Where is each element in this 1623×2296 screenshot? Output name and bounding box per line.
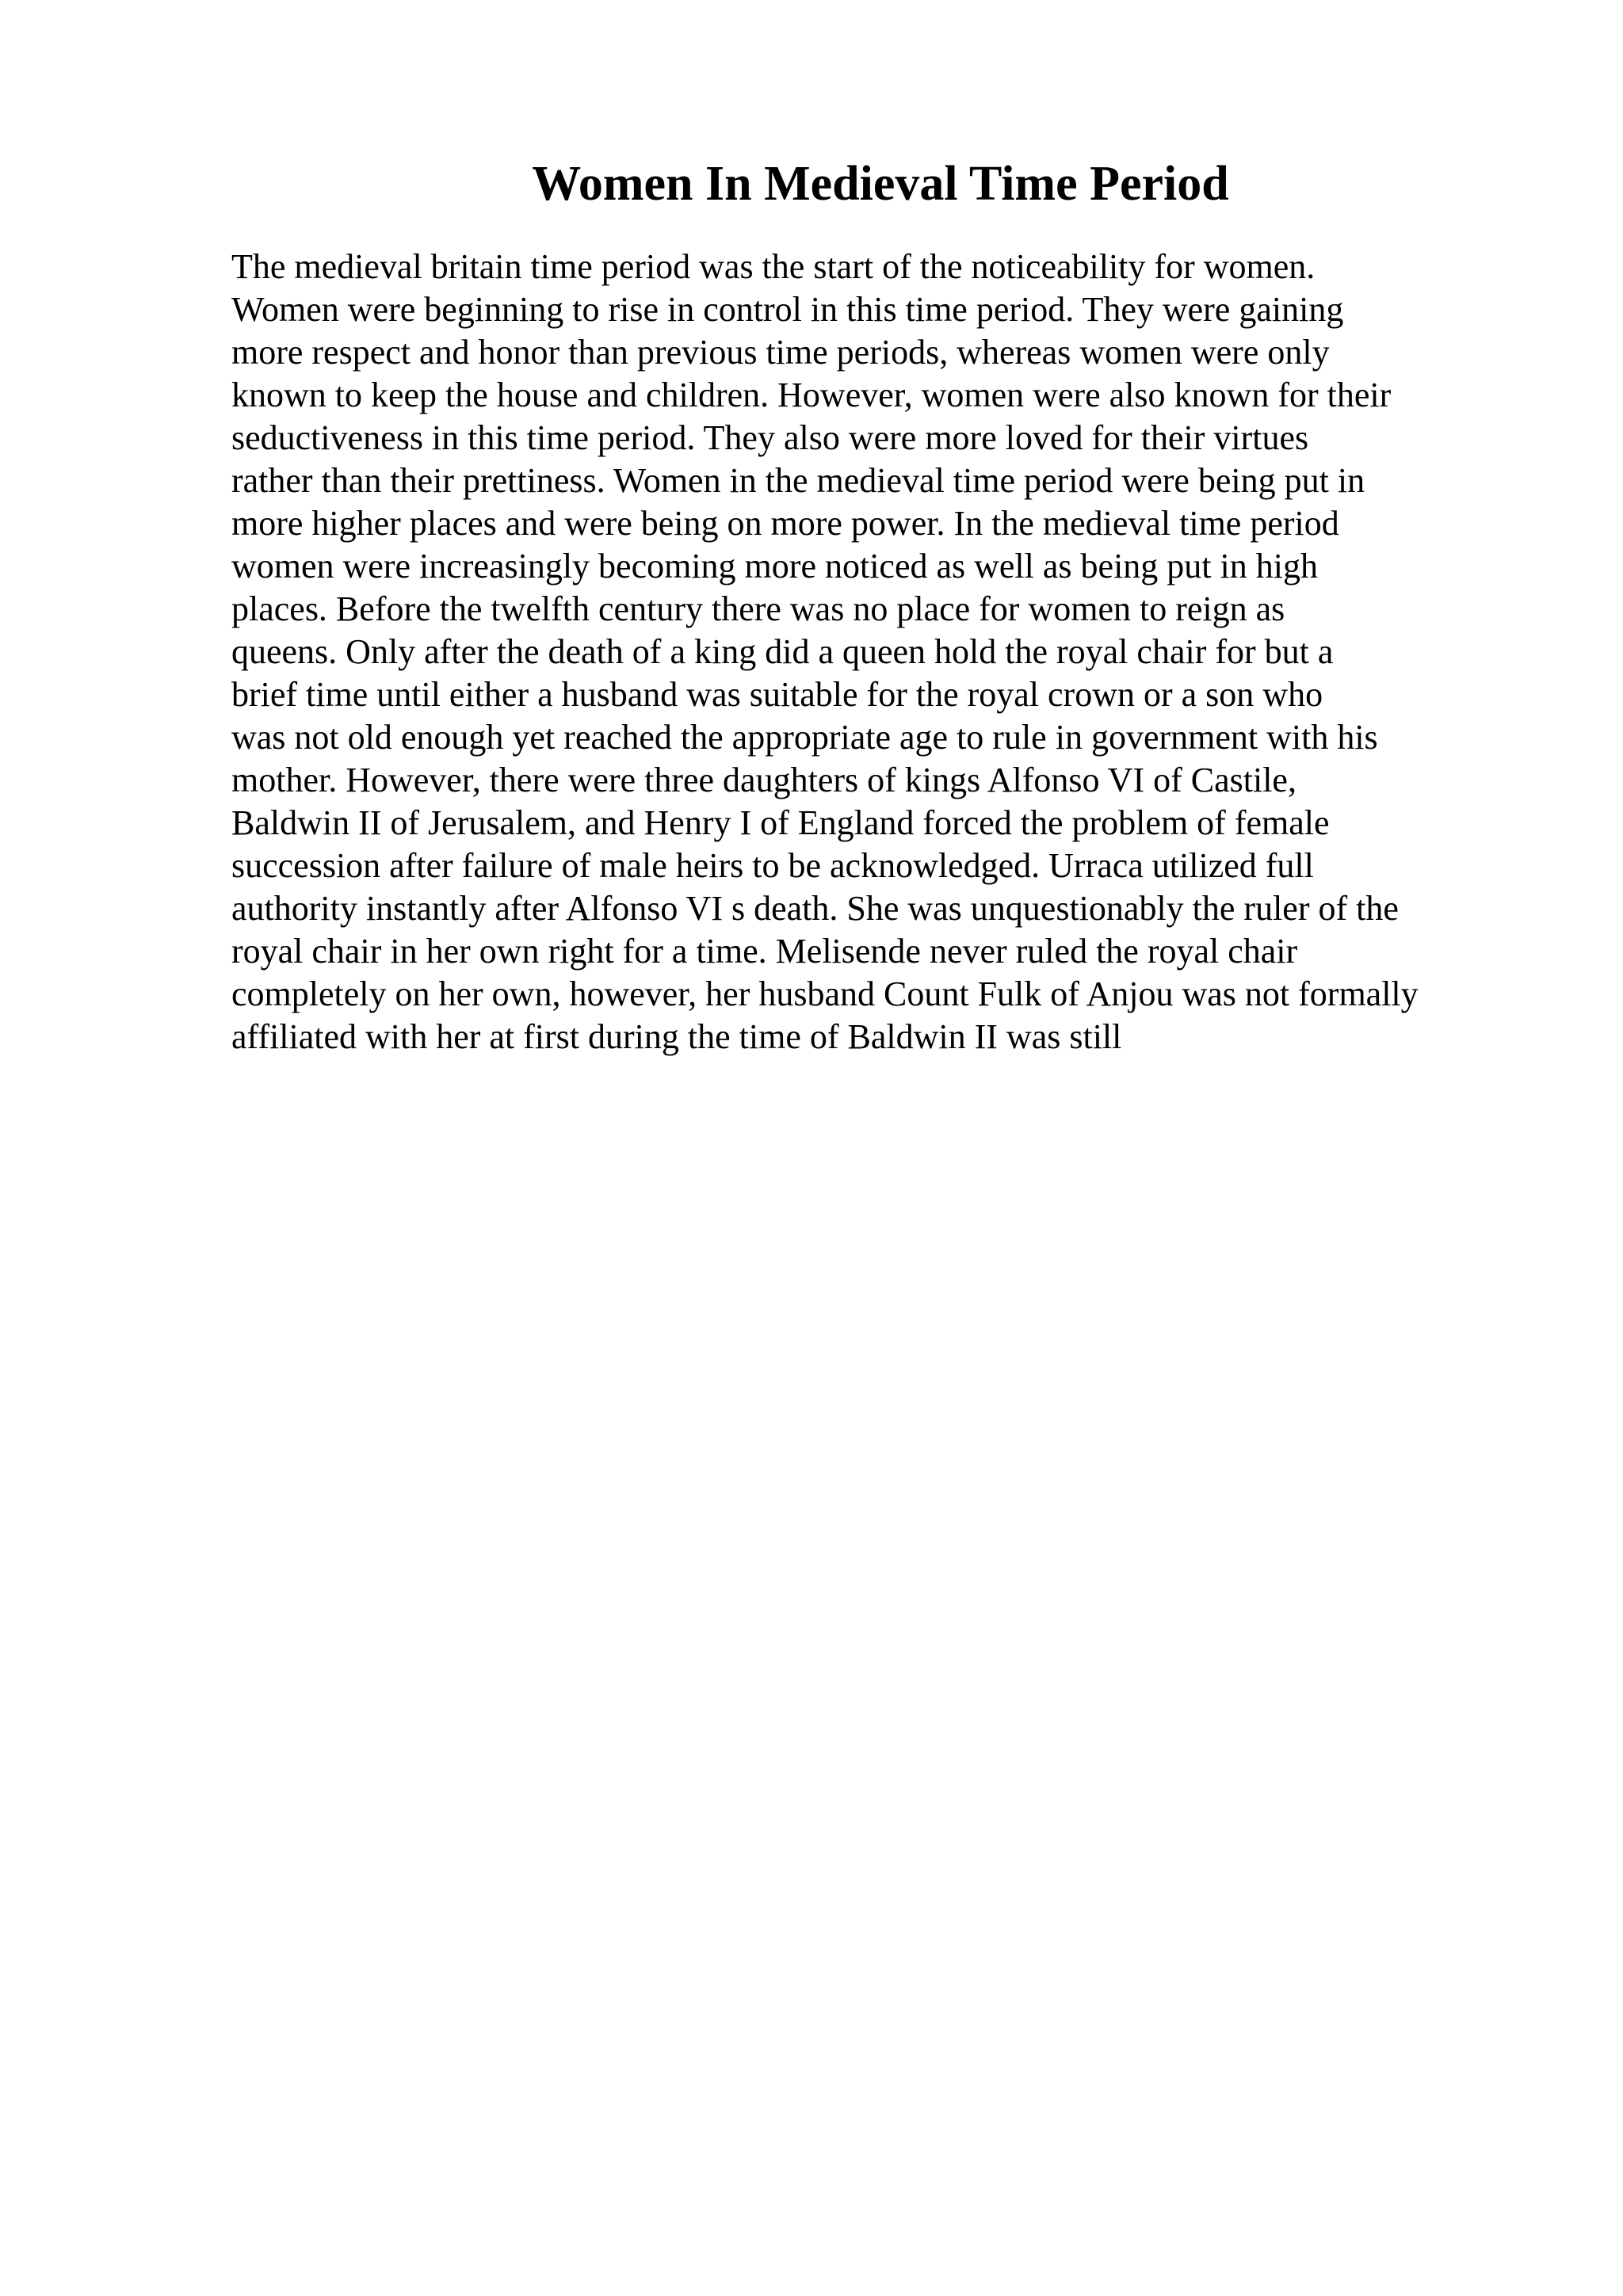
document-title-text: Women In Medieval Time Period — [532, 157, 1229, 211]
body-line: Baldwin II of Jerusalem, and Henry I of England forced the problem of female — [231, 803, 1330, 842]
document-body — [231, 246, 1594, 1058]
body-line: Women were beginning to rise in control in this time period. They were gaining — [231, 290, 1344, 329]
body-line: more respect and honor than previous time periods, whereas women were only — [231, 333, 1330, 372]
body-line: rather than their prettiness. Women in the medieval time period were being put in — [231, 461, 1365, 500]
body-line: The medieval britain time period was the start of the noticeability for women. — [231, 247, 1316, 286]
document-title — [0, 152, 1623, 215]
body-line: affiliated with her at first during the time of Baldwin II was still — [231, 1017, 1122, 1056]
body-line: royal chair in her own right for a time. Melisende never ruled the royal chair — [231, 932, 1298, 971]
body-line: more higher places and were being on more power. In the medieval time period — [231, 504, 1339, 543]
body-line: succession after failure of male heirs to be acknowledged. Urraca utilized full — [231, 846, 1314, 885]
body-line: known to keep the house and children. However, women were also known for their — [231, 376, 1392, 414]
body-line: authority instantly after Alfonso VI s death. She was unquestionably the ruler of the — [231, 889, 1399, 928]
body-line: places. Before the twelfth century there was no place for women to reign as — [231, 589, 1285, 628]
body-line: completely on her own, however, her husband Count Fulk of Anjou was not formally — [231, 974, 1419, 1013]
body-line: mother. However, there were three daughters of kings Alfonso VI of Castile, — [231, 761, 1296, 799]
body-line: was not old enough yet reached the appropriate age to rule in government with his — [231, 718, 1378, 757]
body-line: women were increasingly becoming more noticed as well as being put in high — [231, 547, 1318, 585]
body-line: brief time until either a husband was suitable for the royal crown or a son who — [231, 675, 1323, 714]
body-line: seductiveness in this time period. They also were more loved for their virtues — [231, 418, 1309, 457]
body-line: queens. Only after the death of a king did a queen hold the royal chair for but a — [231, 632, 1334, 671]
